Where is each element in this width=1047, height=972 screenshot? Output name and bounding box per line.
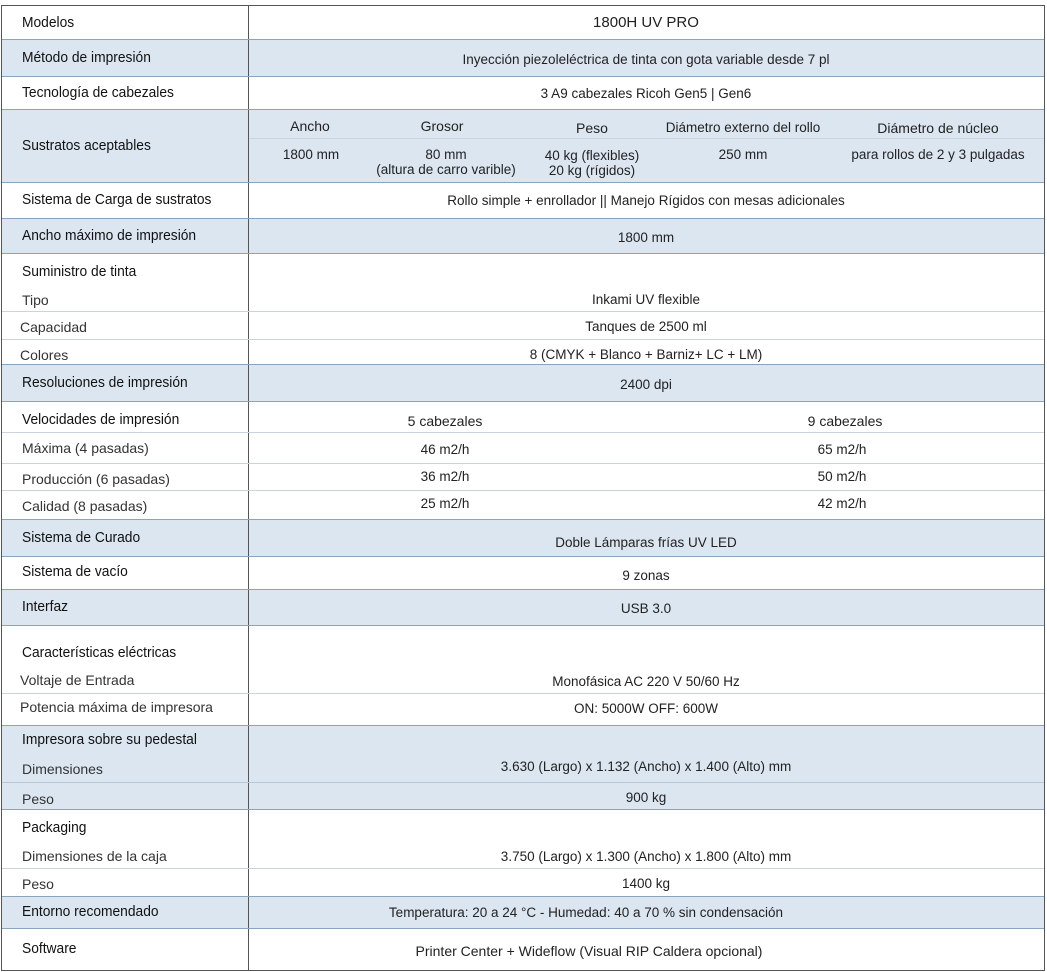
substrate-value: 1800 mm — [282, 147, 340, 162]
sub-value: Monofásica AC 220 V 50/60 Hz — [552, 674, 740, 689]
row-label: Sistema de vacío — [22, 563, 128, 580]
row-label: Sistema de Carga de sustratos — [22, 191, 212, 208]
column-divider — [248, 77, 249, 109]
column-divider — [248, 726, 249, 809]
substrate-header: Peso — [576, 120, 608, 136]
sub-value: 8 (CMYK + Blanco + Barniz+ LC + LM) — [529, 347, 763, 362]
column-divider — [248, 183, 249, 218]
sub-label: Potencia máxima de impresora — [20, 699, 213, 715]
row-tecnologia — [2, 77, 1044, 110]
column-divider — [248, 897, 249, 928]
sub-label: Voltaje de Entrada — [20, 672, 135, 688]
row-label: Velocidades de impresión — [22, 411, 180, 428]
sub-label: Tipo — [22, 292, 49, 308]
row-label: Interfaz — [22, 598, 69, 615]
column-divider — [248, 590, 249, 625]
speed-value: 50 m2/h — [817, 469, 867, 484]
column-divider — [248, 254, 249, 364]
sub-label: Peso — [22, 791, 54, 807]
sub-label: Dimensiones — [22, 761, 103, 777]
subrow-line — [2, 339, 1044, 340]
row-label: Sistema de Curado — [22, 529, 141, 546]
substrate-value: 20 kg (rígidos) — [548, 163, 636, 178]
speed-mode-label: Calidad (8 pasadas) — [22, 498, 148, 514]
substrate-value: (altura de carro varible) — [376, 162, 516, 177]
row-label: Suministro de tinta — [22, 263, 137, 280]
row-ancho — [2, 219, 1044, 254]
row-electricas — [2, 626, 1044, 726]
column-divider — [248, 219, 249, 253]
sub-value: 3.750 (Largo) x 1.300 (Ancho) x 1.800 (Alto) mm — [500, 849, 792, 864]
column-divider — [248, 6, 249, 39]
row-value: Inyección piezoleléctrica de tinta con gota variable desde 7 pl — [462, 52, 830, 67]
row-entorno — [2, 897, 1044, 929]
sub-label: Capacidad — [20, 319, 87, 335]
subrow-line — [2, 868, 1044, 869]
substrate-value: 250 mm — [718, 147, 768, 162]
row-velocidades — [2, 402, 1044, 520]
row-value: USB 3.0 — [620, 601, 672, 616]
row-value: 9 zonas — [622, 568, 670, 583]
row-label: Método de impresión — [22, 49, 151, 66]
column-divider — [248, 929, 249, 970]
row-label: Resoluciones de impresión — [22, 374, 188, 391]
row-value: Rollo simple + enrollador || Manejo Rígidos con mesas adicionales — [447, 193, 845, 208]
substrate-header: Ancho — [290, 118, 330, 134]
speed-value: 65 m2/h — [817, 442, 867, 457]
substrate-value: 40 kg (flexibles) — [544, 148, 640, 163]
speed-value: 42 m2/h — [817, 496, 867, 511]
column-divider — [248, 520, 249, 556]
header-underline — [249, 138, 1044, 139]
row-modelos — [2, 6, 1044, 40]
row-tinta — [2, 254, 1044, 365]
subrow-line — [2, 463, 1044, 464]
column-divider — [248, 557, 249, 589]
row-interfaz — [2, 590, 1044, 626]
substrate-header: Grosor — [420, 118, 464, 134]
substrate-value: 80 mm — [425, 147, 467, 162]
sub-value: Inkami UV flexible — [591, 292, 701, 307]
subrow-line — [2, 432, 1044, 433]
speed-value: 36 m2/h — [420, 469, 470, 484]
row-value: Printer Center + Wideflow (Visual RIP Caldera opcional) — [415, 943, 763, 959]
sub-value: ON: 5000W OFF: 600W — [573, 701, 719, 716]
row-label: Entorno recomendado — [22, 903, 159, 920]
substrate-header: Diámetro externo del rollo — [665, 120, 821, 135]
row-packaging — [2, 810, 1044, 897]
column-divider — [248, 365, 249, 401]
sub-value: 3.630 (Largo) x 1.132 (Ancho) x 1.400 (Alto) mm — [500, 759, 792, 774]
spec-table — [1, 5, 1045, 971]
subrow-line — [2, 782, 1044, 783]
row-resoluciones — [2, 365, 1044, 402]
sub-label: Dimensiones de la caja — [22, 848, 167, 864]
row-pedestal — [2, 726, 1044, 810]
row-value: 1800 mm — [617, 230, 675, 245]
sub-value: Tanques de 2500 ml — [585, 319, 707, 334]
row-value: 3 A9 cabezales Ricoh Gen5 | Gen6 — [540, 86, 752, 101]
row-curado — [2, 520, 1044, 557]
subrow-line — [2, 311, 1044, 312]
speed-mode-label: Producción (6 pasadas) — [22, 471, 170, 487]
substrate-value: para rollos de 2 y 3 pulgadas — [851, 147, 1025, 162]
sub-value: 1400 kg — [621, 876, 671, 891]
row-label: Características eléctricas — [22, 644, 177, 661]
subrow-line — [2, 693, 1044, 694]
row-sustratos — [2, 110, 1044, 183]
row-value: Doble Lámparas frías UV LED — [555, 535, 737, 550]
sub-value: 900 kg — [625, 790, 667, 805]
speed-value: 46 m2/h — [420, 442, 470, 457]
row-metodo — [2, 40, 1044, 77]
row-label: Modelos — [22, 14, 75, 31]
subrow-line — [2, 490, 1044, 491]
model-name: 1800H UV PRO — [593, 14, 699, 31]
row-label: Ancho máximo de impresión — [22, 227, 197, 244]
column-divider — [248, 626, 249, 725]
row-label: Packaging — [22, 819, 87, 836]
row-carga — [2, 183, 1044, 219]
row-label: Tecnología de cabezales — [22, 84, 174, 101]
speed-col-header: 9 cabezales — [807, 413, 883, 429]
row-value: Temperatura: 20 a 24 °C - Humedad: 40 a 70 % sin condensación — [388, 905, 784, 920]
row-value: 2400 dpi — [620, 377, 672, 392]
column-divider — [248, 810, 249, 896]
speed-mode-label: Máxima (4 pasadas) — [22, 440, 149, 456]
sub-label: Colores — [20, 347, 69, 363]
speed-col-header: 5 cabezales — [407, 413, 483, 429]
column-divider — [248, 40, 249, 76]
column-divider — [248, 110, 249, 182]
substrate-header: Diámetro de núcleo — [877, 120, 999, 136]
speed-value: 25 m2/h — [420, 496, 470, 511]
row-label: Sustratos aceptables — [22, 137, 151, 154]
row-vacio — [2, 557, 1044, 590]
column-divider — [248, 402, 249, 519]
row-software — [2, 929, 1044, 970]
sub-label: Peso — [22, 876, 54, 892]
row-label: Impresora sobre su pedestal — [22, 731, 197, 748]
row-label: Software — [22, 940, 77, 957]
